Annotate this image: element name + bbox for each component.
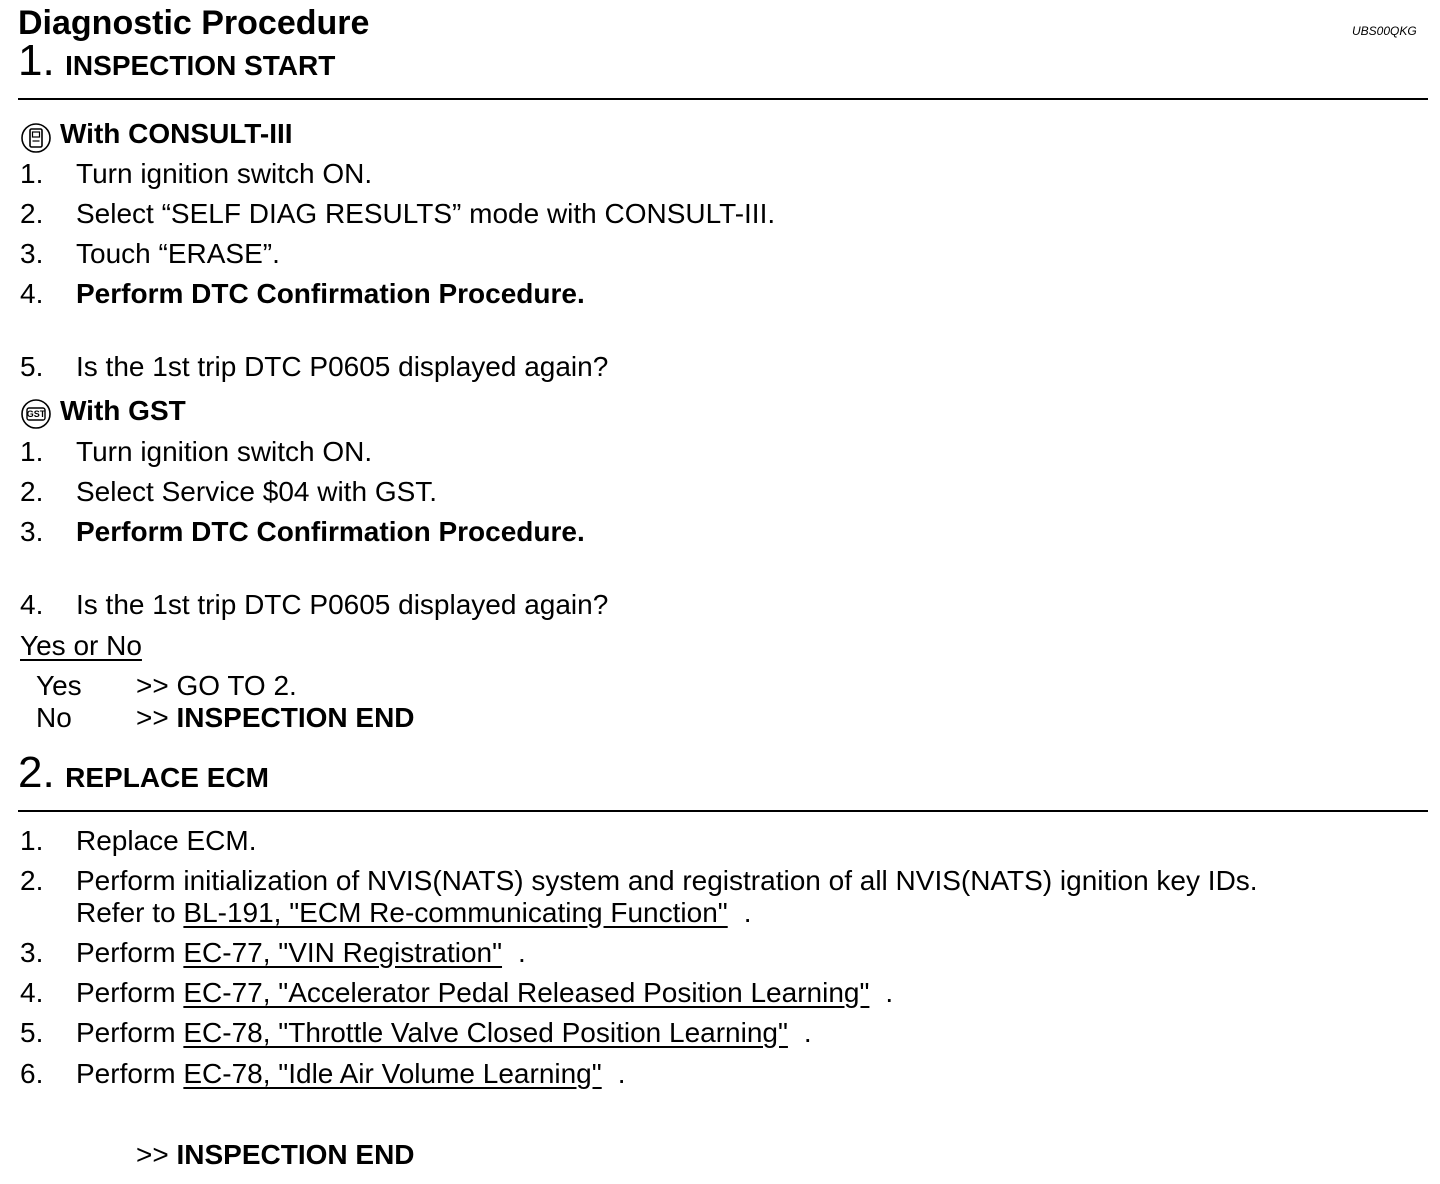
step-1-heading	[18, 36, 335, 86]
yes-action	[136, 670, 297, 702]
list-item-number: 2.	[20, 865, 44, 896]
gst-heading: With GST	[60, 395, 186, 426]
list-item-number: 1.	[20, 158, 44, 189]
link-suffix: .	[885, 977, 894, 1008]
list-item-number: 4.	[20, 278, 44, 309]
list-item-text: Turn ignition switch ON.	[76, 158, 373, 189]
refer-prefix: Refer to	[76, 897, 184, 928]
item-prefix: Perform	[76, 1058, 184, 1089]
consult-icon	[20, 122, 52, 154]
gst-icon	[20, 398, 52, 430]
list-item-text: Turn ignition switch ON.	[76, 436, 373, 467]
item-prefix: Perform	[76, 977, 184, 1008]
step-2-title: REPLACE ECM	[65, 762, 269, 793]
list-item-number: 3.	[20, 238, 44, 269]
arrow: >>	[136, 670, 169, 701]
list-item-number: 3.	[20, 516, 44, 547]
list-item-number: 1.	[20, 436, 44, 467]
list-item-number: 3.	[20, 937, 44, 968]
refer-line	[76, 897, 752, 929]
step-1-number: 1.	[18, 36, 55, 85]
list-item-number: 5.	[20, 1017, 44, 1048]
list-item	[76, 977, 893, 1009]
list-item-text: Perform DTC Confirmation Procedure.	[76, 516, 585, 547]
list-item-text: Perform initialization of NVIS(NATS) system and registration of all NVIS(NATS) ignition key IDs.	[76, 865, 1258, 896]
link-vin-registration[interactable]: EC-77, "VIN Registration"	[183, 937, 503, 968]
list-item-text: Replace ECM.	[76, 825, 257, 856]
link-throttle-valve-learning[interactable]: EC-78, "Throttle Valve Closed Position Learning"	[183, 1017, 788, 1048]
list-item-text: Select Service $04 with GST.	[76, 476, 438, 507]
link-suffix: .	[617, 1058, 626, 1089]
list-item-text: Is the 1st trip DTC P0605 displayed again?	[76, 589, 609, 620]
gst-icon-text: GST	[26, 409, 46, 419]
list-item-text: Touch “ERASE”.	[76, 238, 280, 269]
step-1-title: INSPECTION START	[65, 50, 336, 81]
no-action-text: INSPECTION END	[176, 702, 415, 733]
list-item	[76, 1058, 625, 1090]
no-label: No	[36, 702, 72, 733]
no-action	[136, 702, 415, 734]
document-code: UBS00QKG	[1352, 24, 1417, 38]
list-item-text: Select “SELF DIAG RESULTS” mode with CONSULT-III.	[76, 198, 776, 229]
item-prefix: Perform	[76, 1017, 184, 1048]
yes-or-no-label: Yes or No	[20, 630, 142, 661]
arrow: >>	[136, 1139, 169, 1170]
step-2-heading	[18, 748, 269, 798]
link-accelerator-pedal-learning[interactable]: EC-77, "Accelerator Pedal Released Position Learning"	[183, 977, 870, 1008]
list-item-text: Is the 1st trip DTC P0605 displayed again?	[76, 351, 609, 382]
link-ecm-recommunicating[interactable]: BL-191, "ECM Re-communicating Function"	[183, 897, 728, 928]
list-item	[76, 1017, 812, 1049]
list-item-number: 6.	[20, 1058, 44, 1089]
link-idle-air-volume-learning[interactable]: EC-78, "Idle Air Volume Learning"	[183, 1058, 602, 1089]
list-item-number: 4.	[20, 589, 44, 620]
consult-heading: With CONSULT-III	[60, 118, 293, 149]
link-suffix: .	[743, 897, 752, 928]
list-item	[76, 937, 526, 969]
yes-action-text: GO TO 2.	[176, 670, 297, 701]
list-item-number: 4.	[20, 977, 44, 1008]
link-suffix: .	[518, 937, 526, 968]
step-2-number: 2.	[18, 748, 55, 797]
list-item-text: Perform DTC Confirmation Procedure.	[76, 278, 585, 309]
list-item-number: 2.	[20, 198, 44, 229]
section-divider	[18, 98, 1428, 100]
final-action-text: INSPECTION END	[176, 1139, 415, 1170]
page-title: Diagnostic Procedure	[18, 4, 370, 42]
link-suffix: .	[803, 1017, 812, 1048]
yes-label: Yes	[36, 670, 82, 701]
list-item-number: 2.	[20, 476, 44, 507]
final-action	[136, 1139, 415, 1171]
section-divider	[18, 810, 1428, 812]
item-prefix: Perform	[76, 937, 184, 968]
arrow: >>	[136, 702, 169, 733]
list-item-number: 5.	[20, 351, 44, 382]
list-item-number: 1.	[20, 825, 44, 856]
